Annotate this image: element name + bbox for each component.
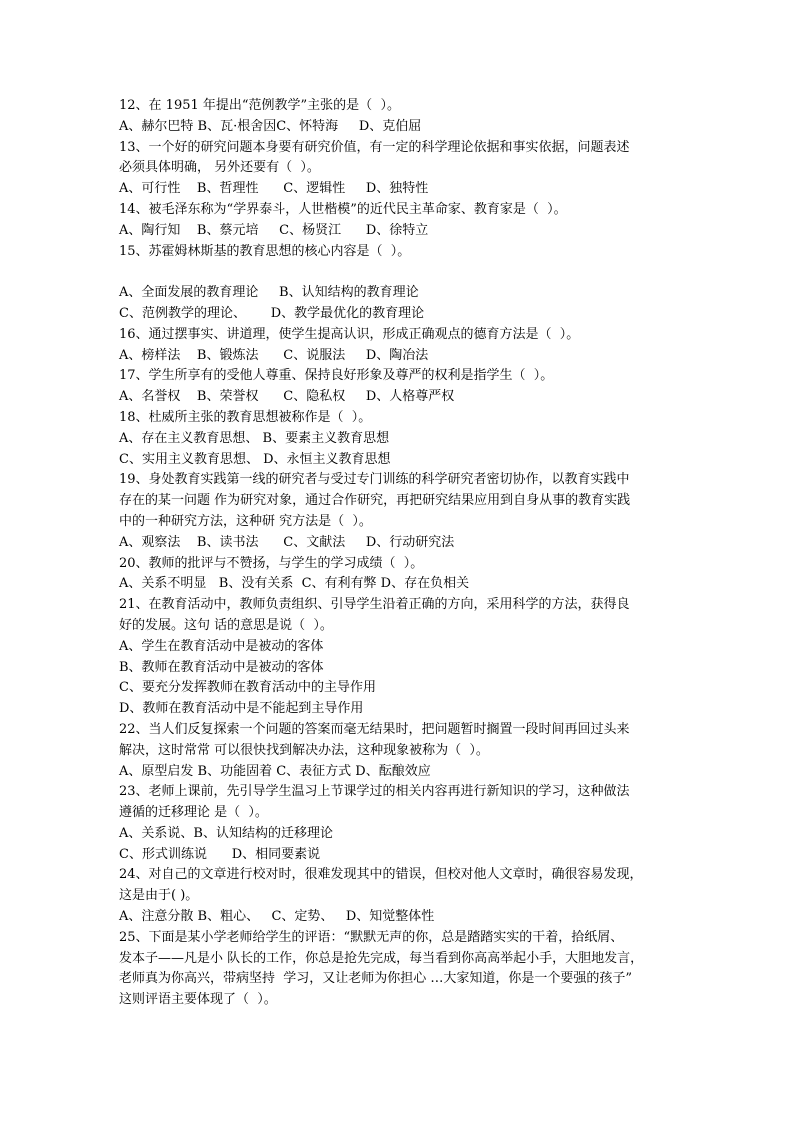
- text-line: A、关系说、B、认知结构的迁移理论: [119, 825, 333, 841]
- text-line: 20、教师的批评与不赞扬，与学生的学习成绩（ ）。: [119, 555, 424, 571]
- text-line: A、注意分散 B、粗心、 C、定势、 D、知觉整体性: [119, 909, 435, 925]
- text-line: C、形式训练说 D、相同要素说: [119, 846, 321, 862]
- text-line: 13、一个好的研究问题本身要有研究价值，有一定的科学理论依据和事实依据，问题表述: [119, 139, 630, 155]
- text-line: 17、学生所享有的受他人尊重、保持良好形象及尊严的权利是指学生（ ）。: [119, 368, 554, 384]
- text-line: 19、身处教育实践第一线的研究者与受过专门训练的科学研究者密切协作，以教育实践中: [119, 472, 630, 488]
- text-line: 好的发展。这句 话的意思是说（ ）。: [119, 617, 333, 633]
- text-line: 21、在教育活动中，教师负责组织、引导学生沿着正确的方向，采用科学的方法，获得良: [119, 597, 630, 613]
- text-line: 16、通过摆事实、讲道理，使学生提高认识，形成正确观点的德育方法是（ ）。: [119, 326, 580, 342]
- blank-line: [119, 262, 734, 283]
- text-line: 24、对自己的文章进行校对时，很难发现其中的错误，但校对他人文章时，确很容易发现，: [119, 867, 643, 883]
- text-line: A、陶行知 B、蔡元培 C、杨贤江 D、徐特立: [119, 222, 429, 238]
- text-line: 发本子——凡是小 队长的工作，你总是抢先完成，每当看到你高高举起小手，大胆地发言，: [119, 950, 644, 966]
- text-line: 14、被毛泽东称为“学界泰斗，人世楷模”的近代民主革命家、教育家是（ ）。: [119, 201, 567, 217]
- text-line: A、原型启发 B、功能固着 C、表征方式 D、酝酿效应: [119, 763, 431, 779]
- text-line: 12、在 1951 年提出“范例教学”主张的是（ ）。: [119, 98, 400, 113]
- text-line: 中的一种研究方法，这种研 究方法是（ ）。: [119, 513, 372, 529]
- text-line: C、范例教学的理论、 D、教学最优化的教育理论: [119, 305, 425, 321]
- text-line: B、教师在教育活动中是被动的客体: [119, 659, 324, 675]
- text-line: 遵循的迁移理论 是（ ）。: [119, 805, 268, 821]
- text-line: 存在的某一问题 作为研究对象，通过合作研究，再把研究结果应用到自身从事的教育实践: [119, 493, 631, 509]
- text-line: A、学生在教育活动中是被动的客体: [119, 638, 324, 654]
- text-line: 23、老师上课前，先引导学生温习上节课学过的相关内容再进行新知识的学习，这种做法: [119, 784, 630, 800]
- text-line: A、可行性 B、哲理性 C、逻辑性 D、独特性: [119, 181, 429, 197]
- text-line: 老师真为你高兴，带病坚持 学习，又让老师为你担心 …大家知道，你是一个要强的孩子”: [119, 971, 633, 987]
- text-line: A、榜样法 B、锻炼法 C、说服法 D、陶冶法: [119, 347, 429, 363]
- text-line: 25、下面是某小学老师给学生的评语：“默默无声的你，总是踏踏实实的干着，拾纸屑、: [119, 929, 624, 945]
- text-line: A、名誉权 B、荣誉权 C、隐私权 D、人格尊严权: [119, 389, 455, 405]
- text-line: D、教师在教育活动中是不能起到主导作用: [119, 701, 364, 717]
- text-line: 必须具体明确， 另外还要有（ ）。: [119, 160, 320, 176]
- text-line: 18、杜威所主张的教育思想被称作是（ ）。: [119, 409, 372, 425]
- text-line: C、要充分发挥教师在教育活动中的主导作用: [119, 680, 376, 696]
- text-line: 22、当人们反复探索一个问题的答案而毫无结果时，把问题暂时搁置一段时间再回过头来: [119, 721, 630, 737]
- text-line: C、实用主义教育思想、 D、永恒主义教育思想: [119, 451, 391, 467]
- text-line: 15、苏霍姆林斯基的教育思想的核心内容是（ ）。: [119, 243, 411, 259]
- text-line: 解决，这时常常 可以很快找到解决办法，这种现象被称为（ ）。: [119, 742, 489, 758]
- text-line: A、关系不明显 B、没有关系 C、有利有弊 D、存在负相关: [119, 576, 470, 592]
- text-line: A、观察法 B、读书法 C、文献法 D、行动研究法: [119, 534, 455, 550]
- text-line: 这是由于( )。: [119, 888, 199, 904]
- text-line: 这则评语主要体现了（ ）。: [119, 992, 277, 1008]
- text-line: A、全面发展的教育理论 B、认知结构的教育理论: [119, 285, 419, 301]
- text-line: A、存在主义教育思想、 B、要素主义教育思想: [119, 430, 390, 446]
- text-line: A、赫尔巴特 B、瓦·根舍因C、怀特海 D、克伯屈: [119, 118, 422, 134]
